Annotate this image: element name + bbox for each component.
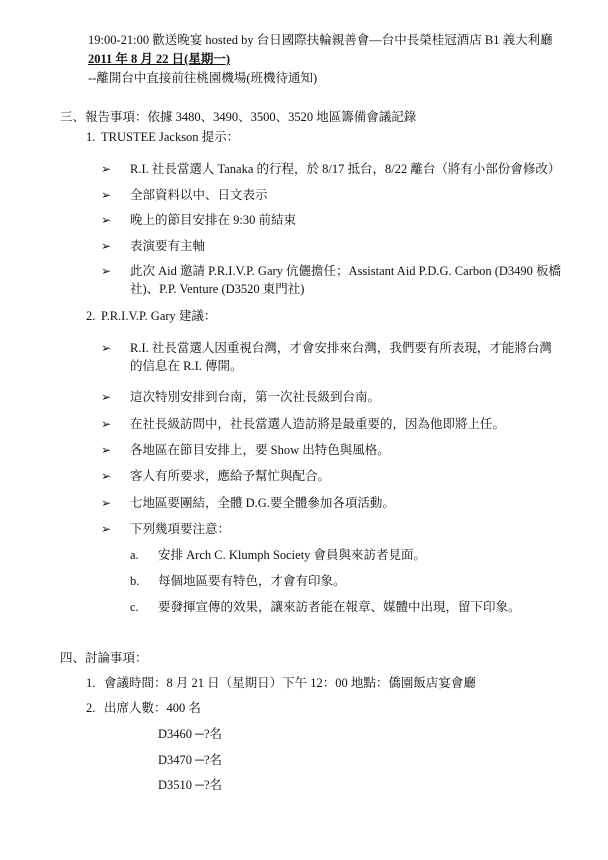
- bullet-icon: ➢: [101, 162, 112, 176]
- sub1-bullet-4: 表演要有主軸: [130, 239, 206, 253]
- bullet-icon: ➢: [101, 188, 112, 202]
- date-line: 2011 年 8 月 22 日(星期一): [88, 52, 231, 66]
- sub1-bullet-5: 此次 Aid 邀請 P.R.I.V.P. Gary 伉儷擔任；Assistant Aid P.D.G. Carbon (D3490 板橋: [130, 264, 562, 278]
- note-b-text: 每個地區要有特色，才會有印象。: [158, 574, 346, 588]
- note-c-marker: c.: [130, 600, 139, 614]
- sub2-bullet-6: 七地區要團結，全體 D.G.要全體參加各項活動。: [130, 496, 395, 510]
- bullet-icon: ➢: [101, 469, 112, 483]
- item-1-marker: 1.: [86, 676, 96, 690]
- section4-title: 四、討論事項：: [60, 651, 148, 665]
- bullet-icon: ➢: [101, 390, 112, 404]
- bullet-icon: ➢: [101, 264, 112, 278]
- item-2-marker: 2.: [86, 701, 96, 715]
- sub2-bullet-5: 客人有所要求，應給予幫忙與配合。: [130, 469, 331, 483]
- sub2-bullet-3: 在社長級訪問中，社長當選人造訪將是最重要的，因為他即將上任。: [130, 417, 506, 431]
- sub1-title: TRUSTEE Jackson 提示：: [101, 130, 240, 144]
- bullet-icon: ➢: [101, 522, 112, 536]
- bullet-icon: ➢: [101, 239, 112, 253]
- sub2-bullet-7: 下列幾項要注意：: [130, 522, 231, 536]
- sub2-bullet-1: R.I. 社長當選人因重視台灣，才會安排來台灣，我們要有所表現，才能將台灣: [130, 341, 552, 355]
- note-a-text: 安排 Arch C. Klumph Society 會員與來訪者見面。: [158, 548, 427, 562]
- bullet-icon: ➢: [101, 443, 112, 457]
- bullet-icon: ➢: [101, 496, 112, 510]
- bullet-icon: ➢: [101, 213, 112, 227]
- district-d3470: D3470 ─?名: [158, 753, 223, 767]
- sub1-bullet-1: R.I. 社長當選人 Tanaka 的行程，於 8/17 抵台，8/22 離台（將有小部份會修改）: [130, 162, 561, 176]
- note-c-text: 要發揮宣傳的效果，讓來訪者能在報章、媒體中出現，留下印象。: [158, 600, 521, 614]
- note-b-marker: b.: [130, 574, 140, 588]
- sub2-bullet-1-cont: 的信息在 R.I. 傳開。: [130, 359, 243, 373]
- item-2-text: 出席人數：400 名: [104, 701, 201, 715]
- section3-title: 三、報告事項：依據 3480、3490、3500、3520 地區籌備會議記錄: [60, 110, 417, 124]
- note-a-marker: a.: [130, 548, 139, 562]
- sub1-bullet-2: 全部資料以中、日文表示: [130, 188, 268, 202]
- event-line: 19:00-21:00 歡送晚宴 hosted by 台日國際扶輪親善會—台中長榮桂冠酒店 B1 義大利廳: [88, 33, 553, 47]
- sub2-number: 2.: [86, 309, 96, 323]
- bullet-icon: ➢: [101, 417, 112, 431]
- sub2-title: P.R.I.V.P. Gary 建議：: [101, 309, 217, 323]
- depart-line: --離開台中直接前往桃園機場(班機待通知): [88, 71, 318, 85]
- sub1-bullet-5-cont: 社)、P.P. Venture (D3520 東門社): [130, 282, 305, 296]
- item-1-text: 會議時間：8 月 21 日（星期日）下午 12：00 地點：僑園飯店宴會廳: [104, 676, 476, 690]
- sub1-number: 1.: [86, 130, 96, 144]
- sub1-bullet-3: 晚上的節目安排在 9:30 前結束: [130, 213, 296, 227]
- district-d3510: D3510 ─?名: [158, 778, 223, 792]
- district-d3460: D3460 ─?名: [158, 727, 223, 741]
- sub2-bullet-2: 這次特別安排到台南，第一次社長級到台南。: [130, 390, 381, 404]
- sub2-bullet-4: 各地區在節目安排上，要 Show 出特色與風格。: [130, 443, 390, 457]
- bullet-icon: ➢: [101, 341, 112, 355]
